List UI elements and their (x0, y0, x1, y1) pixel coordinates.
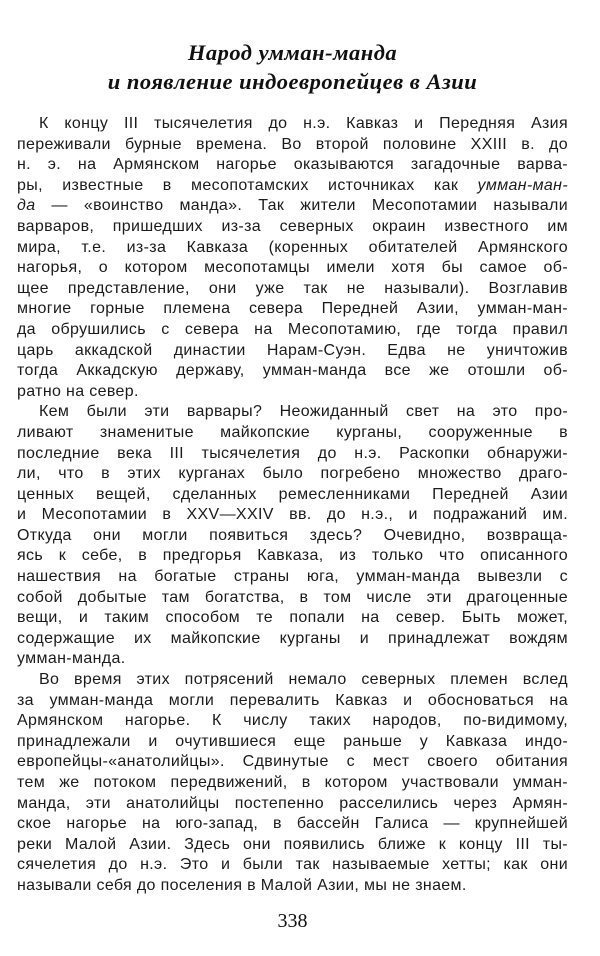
text-line (17, 320, 568, 341)
text-line (17, 567, 568, 588)
text-segment: мира, т.е. из-за Кавказа (коренных обитателей Армянского (17, 238, 568, 256)
italic-term: умман-ман- (477, 176, 568, 194)
text-segment: н. э. на Армянском нагорье оказываются загадочные варва- (17, 156, 568, 174)
text-segment: последние века III тысячелетия до н.э. Раскопки обнаружи- (17, 444, 568, 462)
text-segment: многие горные племена севера Передней Азии, умман-ман- (17, 300, 568, 318)
text-line (17, 114, 568, 135)
text-line (17, 423, 568, 444)
text-segment: умман-манда. (17, 650, 126, 668)
text-line (17, 135, 568, 156)
text-line (17, 876, 568, 897)
text-segment: европейцы-«анатолийцы». Сдвинутые с мест своего обитания (17, 753, 568, 771)
text-line (17, 382, 568, 403)
text-line (17, 711, 568, 732)
text-segment: нашествия на богатые страны юга, умман-манда вывезли с (17, 568, 568, 586)
text-line (17, 546, 568, 567)
text-segment: сячелетия до н.э. Это и были так называемые хетты; как они (17, 856, 568, 874)
text-line (17, 176, 568, 197)
text-line (17, 217, 568, 238)
text-segment: манда, эти анатолийцы постепенно расселились через Армян- (17, 794, 568, 812)
text-segment: К концу III тысячелетия до н.э. Кавказ и Передняя Азия (39, 115, 568, 132)
text-line (17, 855, 568, 876)
text-line (17, 279, 568, 300)
text-segment: ценных вещей, сделанных ремесленниками Передней Азии (17, 485, 568, 503)
text-segment: собой добытые там богатства, в том числе эти драгоценные (17, 588, 568, 606)
text-line (17, 258, 568, 279)
text-line (17, 794, 568, 815)
text-line (17, 649, 568, 670)
text-segment: Во время этих потрясений немало северных племен вслед (39, 671, 568, 689)
text-segment: ли, что в этих курганах было погребено множество драго- (17, 465, 568, 483)
text-line (17, 629, 568, 650)
text-segment: и Месопотамии в XXV—XXIV вв. до н.э., и подражаний им. (17, 506, 568, 524)
text-line (17, 505, 568, 526)
text-line (17, 732, 568, 753)
text-line (17, 835, 568, 856)
text-line (17, 670, 568, 691)
text-line (17, 773, 568, 794)
text-line (17, 444, 568, 465)
text-line (17, 402, 568, 423)
text-segment: переживали бурные времена. Во второй половине XXIII в. до (17, 135, 568, 153)
text-segment: тем же потоком передвижений, в котором участвовали умман- (17, 774, 568, 791)
text-line (17, 608, 568, 629)
text-segment: ратно на север. (17, 382, 139, 400)
text-segment: Кем были эти варвары? Неожиданный свет на это про- (39, 403, 568, 421)
text-segment: Откуда они могли появиться здесь? Очевидно, возвраща- (17, 526, 568, 544)
text-line (17, 361, 568, 382)
text-segment: — «воинство манда». Так жители Месопотамии называли (35, 197, 568, 215)
text-line (17, 155, 568, 176)
text-segment: тогда Аккадскую державу, умман-манда все же отошли об- (17, 362, 568, 380)
chapter-title-line: и появление индоевропейцев в Азии (107, 69, 478, 94)
text-segment: ское нагорье на юго-запад, в бассейн Галиса — крупнейшей (17, 815, 568, 833)
text-segment: ясь к себе, в предгорья Кавказа, из только что описанного (17, 547, 568, 565)
text-segment: да обрушились с севера на Месопотамию, где тогда правил (17, 320, 568, 338)
text-line (17, 752, 568, 773)
text-line (17, 526, 568, 547)
text-line (17, 588, 568, 609)
text-line (17, 464, 568, 485)
text-line (17, 691, 568, 712)
text-line (17, 196, 568, 217)
text-segment: щее представление, они уже так не называли). Возглавив (17, 279, 568, 297)
chapter-title-line: Народ умман-манда (187, 40, 398, 65)
chapter-title (17, 38, 568, 96)
text-segment: вещи, и таким способом те попали на север. Быть может, (17, 609, 568, 627)
text-line (17, 341, 568, 362)
page-number: 338 (277, 909, 308, 932)
paragraph (17, 114, 568, 402)
text-segment: за умман-манда могли перевалить Кавказ и обосноваться на (17, 691, 568, 709)
paragraph (17, 670, 568, 897)
text-segment: реки Малой Азии. Здесь они появились ближе к концу III ты- (17, 835, 568, 853)
paragraph (17, 402, 568, 670)
italic-term: да (17, 197, 36, 215)
body-text (17, 114, 568, 897)
text-segment: содержащие их майкопские курганы и принадлежат вождям (17, 629, 568, 647)
text-segment: ры, известные в месопотамских источниках как (17, 176, 478, 194)
text-line (17, 814, 568, 835)
text-segment: принадлежали и очутившиеся еще раньше у Кавказа индо- (17, 732, 568, 750)
text-segment: варваров, пришедших из-за северных окраин известного им (17, 217, 568, 235)
text-segment: называли себя до поселения в Малой Азии, мы не знаем. (17, 876, 467, 894)
text-segment: Армянском нагорье. К числу таких народов, по-видимому, (17, 712, 568, 730)
text-segment: царь аккадской династии Нарам-Суэн. Едва не уничтожив (17, 341, 568, 359)
text-line (17, 299, 568, 320)
text-line (17, 485, 568, 506)
text-segment: нагорья, о котором месопотамцы имели хотя бы самое об- (17, 259, 568, 277)
text-segment: ливают знаменитые майкопские курганы, сооруженные в (17, 423, 568, 441)
text-line (17, 238, 568, 259)
